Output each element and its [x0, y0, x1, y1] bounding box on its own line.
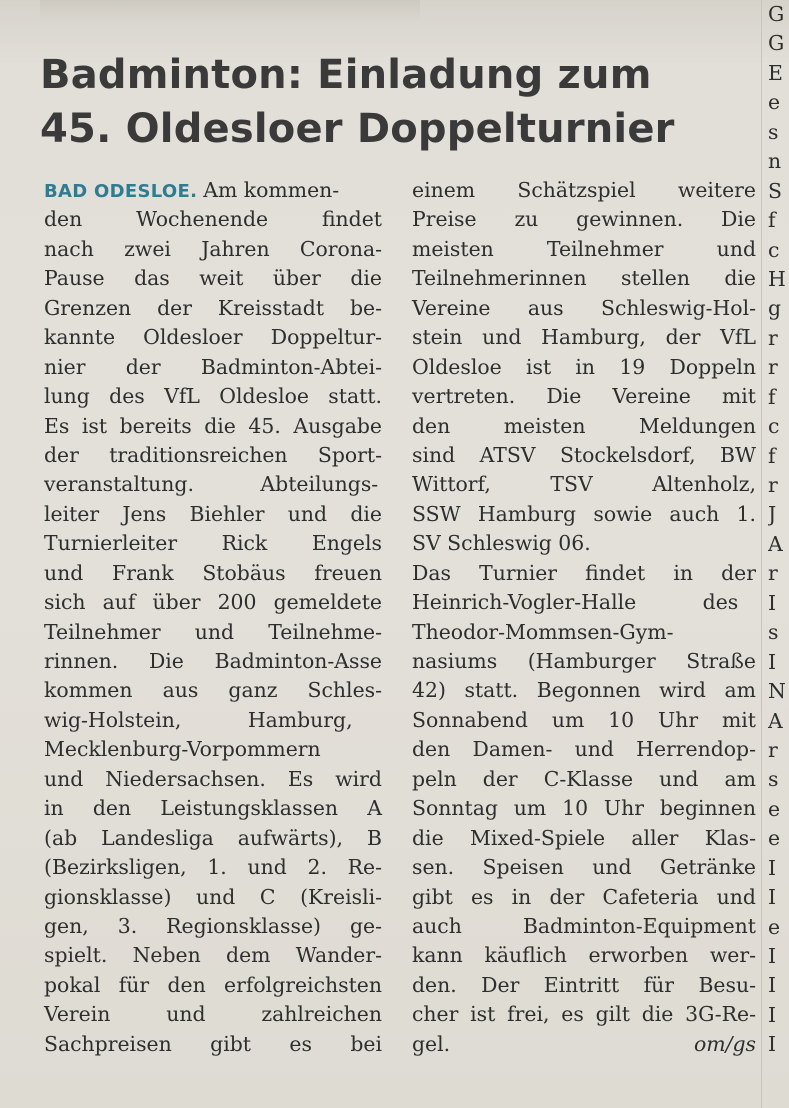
- text-line: SSW Hamburg sowie auch 1.: [412, 501, 756, 526]
- text-line: in den Leistungsklassen A: [44, 796, 382, 821]
- edge-letter: A: [768, 708, 783, 733]
- text-line: nasiums (Hamburger Straße: [412, 649, 756, 673]
- text-line: peln der C-Klasse und am: [412, 766, 756, 791]
- edge-letter: c: [768, 237, 780, 262]
- text-line: leiter Jens Biehler und die: [44, 501, 382, 526]
- text-line: Sonnabend um 10 Uhr mit: [412, 707, 756, 732]
- text-line: Turnierleiter Rick Engels: [44, 531, 382, 556]
- text-line: cher ist frei, es gilt die 3G-Re-: [412, 1002, 756, 1027]
- text-line: den meisten Meldungen: [412, 413, 756, 438]
- text-line: nier der Badminton-Abtei-: [44, 354, 382, 379]
- edge-letter: s: [768, 767, 779, 792]
- edge-letter: c: [768, 414, 780, 439]
- edge-letter: f: [768, 443, 776, 468]
- edge-letter: f: [768, 208, 776, 233]
- text-line: gibt es in der Cafeteria und: [412, 884, 756, 909]
- edge-letter: r: [768, 473, 778, 497]
- text-line: Das Turnier findet in der: [412, 560, 756, 585]
- text-line: Sachpreisen gibt es bei: [44, 1031, 382, 1056]
- text-line: 42) statt. Begonnen wird am: [412, 678, 756, 703]
- article-headline: [40, 48, 730, 156]
- edge-letter: I: [768, 885, 777, 910]
- edge-letter: e: [768, 914, 781, 939]
- text-line: einem Schätzspiel weitere: [412, 178, 756, 202]
- headline-line: 45. Oldesloer Doppelturnier: [40, 106, 675, 152]
- text-line: spielt. Neben dem Wander-: [44, 943, 382, 968]
- text-line: Vereine aus Schleswig-Hol-: [412, 295, 756, 320]
- line-text: Am kommen-: [203, 178, 340, 202]
- text-line: meisten Teilnehmer und: [412, 236, 756, 261]
- edge-letter: e: [768, 796, 781, 821]
- text-line: Teilnehmer und Teilnehme-: [44, 619, 382, 644]
- edge-letter: J: [768, 502, 777, 527]
- text-line: Grenzen der Kreisstadt be-: [44, 295, 382, 320]
- text-line: Teilnehmerinnen stellen die: [412, 266, 756, 291]
- text-line: veranstaltung. Abteilungs-: [44, 472, 379, 497]
- edge-letter: I: [768, 1002, 777, 1027]
- edge-letter: r: [768, 737, 778, 762]
- text-line: und Niedersachsen. Es wird: [44, 766, 382, 791]
- edge-letter: f: [768, 384, 776, 409]
- text-line: wig-Holstein, Hamburg,: [44, 707, 353, 732]
- edge-letter: N: [768, 679, 786, 704]
- text-line: Es ist bereits die 45. Ausgabe: [44, 413, 382, 438]
- text-line: sind ATSV Stockelsdorf, BW: [412, 442, 756, 467]
- edge-letter: n: [768, 149, 782, 174]
- text-line: [412, 1030, 756, 1059]
- line-text: gel.: [412, 1031, 451, 1056]
- article-column-left: [44, 176, 384, 1059]
- dateline: BAD ODESLOE.: [44, 181, 198, 202]
- edge-letter: s: [768, 119, 779, 144]
- text-line: (ab Landesliga aufwärts), B: [44, 825, 382, 850]
- text-line: sen. Speisen und Getränke: [412, 855, 756, 880]
- edge-letter: I: [768, 1032, 777, 1057]
- column-rule: [761, 0, 762, 1108]
- text-line: gen, 3. Regionsklasse) ge-: [44, 913, 382, 938]
- text-line: SV Schleswig 06.: [412, 531, 591, 556]
- text-line: (Bezirksligen, 1. und 2. Re-: [44, 855, 382, 880]
- text-line: Wittorf, TSV Altenholz,: [412, 472, 756, 497]
- edge-letter: I: [768, 973, 777, 998]
- edge-letter: I: [768, 649, 777, 674]
- article-column-right: [412, 176, 756, 1059]
- edge-letter: e: [768, 90, 781, 115]
- text-line: auch Badminton-Equipment: [412, 913, 756, 938]
- text-line: kommen aus ganz Schles-: [44, 678, 382, 703]
- text-line: sich auf über 200 gemeldete: [44, 590, 382, 615]
- text-line: gionsklasse) und C (Kreisli-: [44, 884, 382, 909]
- edge-letter: I: [768, 590, 777, 615]
- text-line: Sonntag um 10 Uhr beginnen: [412, 796, 756, 821]
- edge-letter: r: [768, 325, 778, 350]
- edge-letter: G: [768, 2, 785, 26]
- text-line: nach zwei Jahren Corona-: [44, 236, 382, 261]
- text-line: die Mixed-Spiele aller Klas-: [412, 825, 756, 850]
- text-line: Heinrich-Vogler-Halle des: [412, 590, 739, 615]
- edge-letter: H: [768, 266, 786, 291]
- edge-letter: r: [768, 355, 778, 380]
- edge-letter: A: [768, 531, 783, 556]
- text-line: pokal für den erfolgreichsten: [44, 972, 382, 997]
- text-line: Mecklenburg-Vorpommern: [44, 737, 321, 762]
- adjacent-article-edge: [768, 0, 789, 1060]
- cropped-previous-article: [40, 0, 420, 22]
- edge-letter: r: [768, 561, 778, 586]
- edge-letter: S: [768, 178, 782, 203]
- text-line: [44, 176, 384, 205]
- text-line: lung des VfL Oldesloe statt.: [44, 384, 382, 409]
- edge-letter: E: [768, 60, 783, 85]
- text-line: stein und Hamburg, der VfL: [412, 325, 756, 350]
- edge-letter: I: [768, 944, 777, 968]
- edge-letter: G: [768, 31, 785, 56]
- text-line: und Frank Stobäus freuen: [44, 560, 382, 585]
- text-line: kann käuflich erworben wer-: [412, 943, 756, 968]
- headline-line: Badminton: Einladung zum: [40, 52, 652, 98]
- text-line: rinnen. Die Badminton-Asse: [44, 649, 382, 673]
- text-line: Pause das weit über die: [44, 266, 382, 291]
- text-line: Theodor-Mommsen-Gym-: [412, 619, 674, 644]
- author-signature: om/gs: [694, 1031, 756, 1056]
- edge-letter: e: [768, 826, 781, 851]
- text-line: Preise zu gewinnen. Die: [412, 207, 756, 232]
- text-line: der traditionsreichen Sport-: [44, 442, 382, 467]
- edge-letter: I: [768, 855, 777, 880]
- text-line: den. Der Eintritt für Besu-: [412, 972, 756, 997]
- text-line: kannte Oldesloer Doppeltur-: [44, 325, 382, 350]
- text-line: Verein und zahlreichen: [44, 1002, 382, 1027]
- text-line: den Wochenende findet: [44, 207, 382, 232]
- text-line: Oldesloe ist in 19 Doppeln: [412, 354, 756, 379]
- edge-letter: g: [768, 296, 782, 321]
- text-line: vertreten. Die Vereine mit: [412, 384, 756, 409]
- text-line: den Damen- und Herrendop-: [412, 737, 756, 762]
- edge-letter: s: [768, 620, 779, 645]
